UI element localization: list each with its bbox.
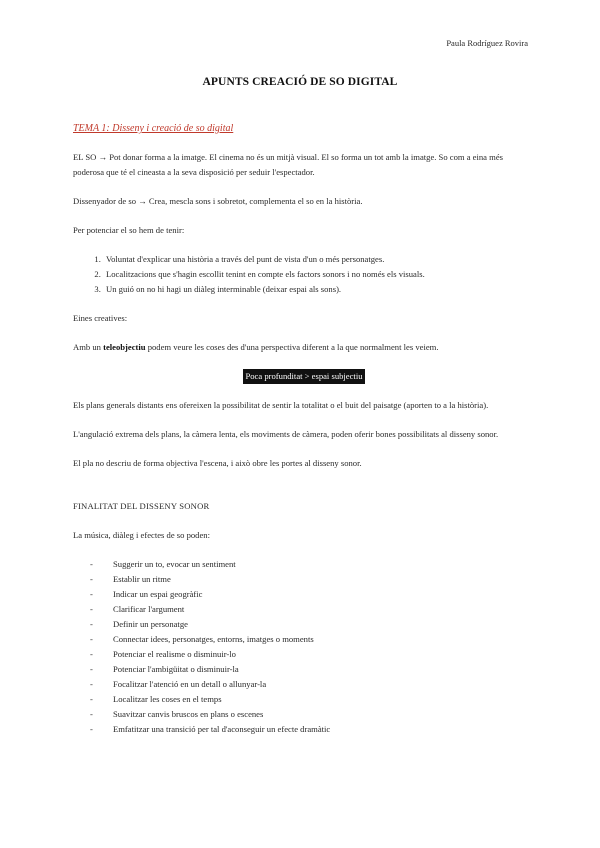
dash-icon: - — [90, 574, 93, 584]
list-item — [73, 587, 535, 602]
dash-icon: - — [90, 589, 93, 599]
highlight-callout: Poca profunditat > espai subjectiu — [243, 369, 364, 384]
topic-heading: TEMA 1: Disseny i creació de so digital — [73, 123, 234, 134]
list-item-text: Emfatitzar una transició per tal d'aconseguir un efecte dramàtic — [113, 724, 331, 734]
list-item-text: Suggerir un to, evocar un sentiment — [113, 559, 236, 569]
bold-term: teleobjectiu — [103, 342, 146, 352]
paragraph-pla: El pla no descriu de forma objectiva l'escena, i això obre les portes al disseny sonor. — [73, 458, 362, 468]
paragraph-potenciar: Per potenciar el so hem de tenir: — [73, 225, 185, 235]
requirements-list — [73, 252, 535, 297]
list-item — [73, 722, 535, 737]
document-body — [73, 121, 535, 737]
list-item — [73, 617, 535, 632]
list-item — [73, 557, 535, 572]
author-name: Paula Rodríguez Rovira — [446, 38, 528, 48]
list-item-text: Localitzar les coses en el temps — [113, 694, 222, 704]
list-item-text: Clarificar l'argument — [113, 604, 185, 614]
dash-icon: - — [90, 724, 93, 734]
list-item — [73, 572, 535, 587]
dash-icon: - — [90, 619, 93, 629]
section-intro: La música, diàleg i efectes de so poden: — [73, 530, 210, 540]
text-run: podem veure les coses des d'una perspectiva diferent a la que normalment les veiem. — [145, 342, 439, 352]
paragraph-teleobjectiu — [73, 340, 535, 355]
dash-icon: - — [90, 604, 93, 614]
list-item — [73, 677, 535, 692]
dash-icon: - — [90, 664, 93, 674]
list-item — [73, 662, 535, 677]
paragraph-angulacio: L'angulació extrema dels plans, la càmera lenta, els moviments de càmera, poden oferir bones possibilitats al disseny sonor. — [73, 429, 499, 439]
dash-icon: - — [90, 559, 93, 569]
dash-icon: - — [90, 709, 93, 719]
list-item: 3. Un guió on no hi hagi un diàleg interminable (deixar espai als sons). — [103, 282, 535, 297]
dash-icon: - — [90, 694, 93, 704]
paragraph-eines: Eines creatives: — [73, 313, 128, 323]
list-item-text: Potenciar el realisme o disminuir-lo — [113, 649, 236, 659]
list-item — [73, 692, 535, 707]
list-item: 1. Voluntat d'explicar una història a través del punt de vista d'un o més personatges. — [103, 252, 535, 267]
paragraph-dissenyador: Dissenyador de so → Crea, mescla sons i sobretot, complementa el so en la història. — [73, 196, 363, 206]
list-item — [73, 602, 535, 617]
list-item-text: Definir un personatge — [113, 619, 188, 629]
list-item-text: Potenciar l'ambigüitat o disminuir-la — [113, 664, 239, 674]
dash-icon: - — [90, 634, 93, 644]
callout-row — [73, 369, 535, 384]
list-item-text: Focalitzar l'atenció en un detall o allunyar-la — [113, 679, 267, 689]
list-item-text: Connectar idees, personatges, entorns, imatges o moments — [113, 634, 314, 644]
dash-icon: - — [90, 679, 93, 689]
list-item: 2. Localitzacions que s'hagin escollit tenint en compte els factors sonors i no només els visuals. — [103, 267, 535, 282]
list-item-text: Indicar un espai geogràfic — [113, 589, 203, 599]
list-item — [73, 632, 535, 647]
purposes-list — [73, 557, 535, 737]
paragraph-plans-generals: Els plans generals distants ens ofereixen la possibilitat de sentir la totalitat o el buit del paisatge (aporten to a la història). — [73, 400, 489, 410]
text-run: Amb un — [73, 342, 104, 352]
paragraph-el-so: EL SO → Pot donar forma a la imatge. El cinema no és un mitjà visual. El so forma un tot amb la imatge. So com a eina més poderosa que té el cineasta a la seva disposició per seduir l'espectador. — [73, 152, 503, 177]
list-item-text: Suavitzar canvis bruscos en plans o escenes — [113, 709, 264, 719]
dash-icon: - — [90, 649, 93, 659]
document-title: APUNTS CREACIÓ DE SO DIGITAL — [202, 76, 398, 88]
section-heading: FINALITAT DEL DISSENY SONOR — [73, 501, 210, 511]
list-item — [73, 707, 535, 722]
list-item-text: Establir un ritme — [113, 574, 171, 584]
list-item — [73, 647, 535, 662]
